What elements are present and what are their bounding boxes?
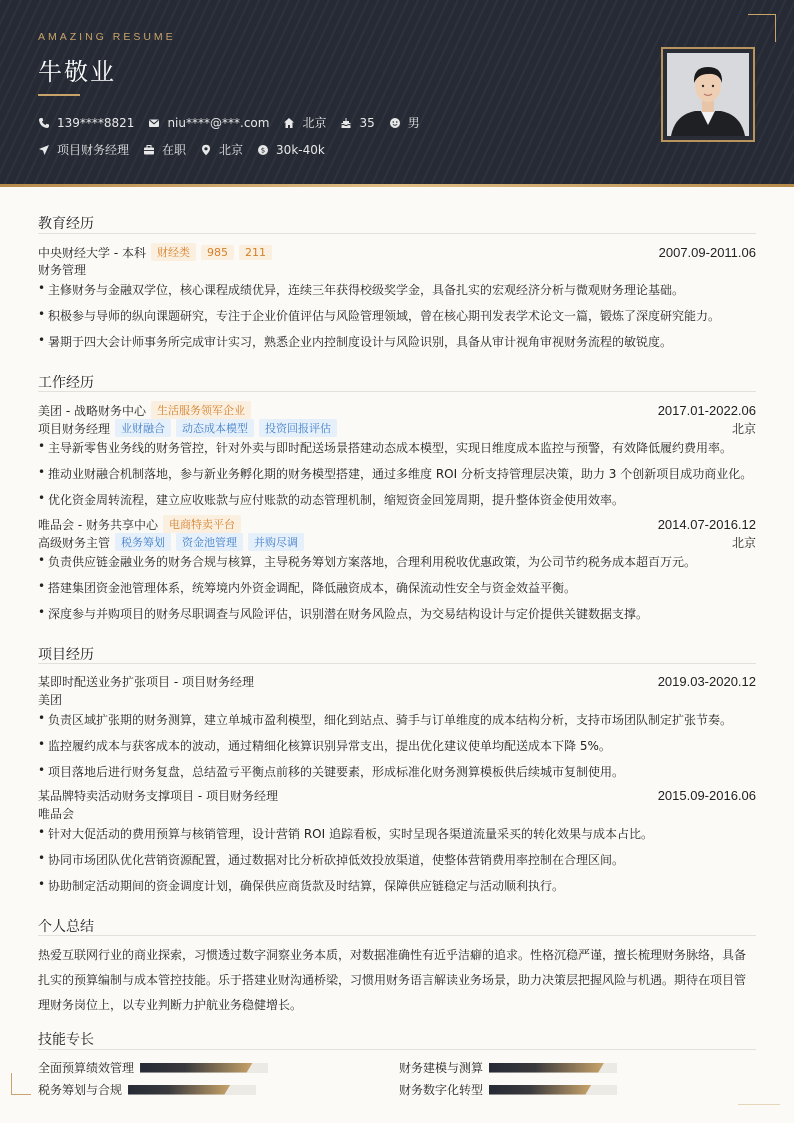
face-icon: [389, 117, 401, 129]
list-item: • 暑期于四大会计师事务所完成审计实习，熟悉企业内控制度设计与风险识别，具备从审计视角审视财务流程的敏锐度。: [38, 333, 673, 349]
section-title-education: 教育经历: [38, 216, 94, 232]
section-divider: [38, 663, 756, 664]
summary-line: 理财务岗位上，以专业判断力护航业务稳健增长。: [38, 998, 303, 1012]
list-item: • 优化资金周转流程，建立应收账款与应付账款的动态管理机制，缩短资金回笼周期，提升整体资金使用效率。: [38, 491, 625, 507]
role-tag: 投资回报评估: [259, 419, 337, 437]
skill-item: [38, 1059, 268, 1076]
role-tag: 业财融合: [115, 419, 171, 437]
work-role-row: [38, 533, 756, 551]
list-item: • 协同市场团队优化营销资源配置，通过数据对比分析砍掉低效投放渠道，使整体营销费用率控制在合理区间。: [38, 851, 625, 867]
intent-row: [38, 141, 339, 158]
resume-header: [0, 0, 794, 184]
list-item: • 监控履约成本与获客成本的波动，通过精细化核算识别异常支出，提出优化建议使单均配送成本下降 5%。: [38, 737, 611, 753]
skill-bar: [489, 1085, 617, 1095]
corner-ornament: [11, 1073, 31, 1095]
skill-item: [38, 1081, 256, 1098]
education-date: 2007.09-2011.06: [658, 244, 756, 260]
section-divider: [38, 391, 756, 392]
phone-icon: [38, 117, 50, 129]
skill-bar: [140, 1063, 268, 1073]
skill-fill: [489, 1063, 604, 1073]
role-tag: 资金池管理: [176, 533, 243, 551]
phone-item: [38, 116, 134, 130]
skill-name: 税务筹划与合规: [38, 1083, 123, 1097]
list-item: • 主导新零售业务线的财务管控，针对外卖与即时配送场景搭建动态成本模型，实现日维度成本监控与预警，有效降低履约费用率。: [38, 439, 733, 455]
briefcase-icon: [143, 144, 155, 156]
email-item: [148, 116, 269, 130]
candidate-name: 牛敬业: [38, 58, 116, 86]
project-date: 2015.09-2016.06: [657, 788, 756, 803]
section-title-projects: 项目经历: [38, 647, 94, 663]
status-text: 在职: [162, 143, 187, 157]
section-divider: [38, 935, 756, 936]
skill-name: 全面预算绩效管理: [38, 1061, 135, 1075]
phone-text: 139****8821: [57, 115, 135, 130]
svg-text:$: $: [260, 146, 266, 154]
work-date: 2017.01-2022.06: [657, 402, 756, 418]
skill-fill: [140, 1063, 253, 1073]
summary-text: [38, 943, 756, 1018]
role-title: 高级财务主管: [38, 535, 111, 550]
status-item: [143, 141, 186, 158]
target-city-item: [200, 141, 243, 158]
skill-item: [399, 1081, 617, 1098]
school-tag: 211: [239, 245, 272, 260]
skill-name: 财务数字化转型: [399, 1083, 484, 1097]
summary-line: 扎实的预算编制与成本管控技能。乐于搭建业财沟通桥梁，习惯用财务语言解读业务场景，助力决策层把握风险与机遇。期待在项目管: [38, 973, 747, 987]
section-title-work: 工作经历: [38, 375, 94, 391]
header-accent-line: [0, 184, 794, 187]
project-org: 美团: [38, 693, 63, 707]
school-tag: 财经类: [151, 243, 196, 261]
cake-icon: [340, 117, 352, 129]
skill-bar: [128, 1085, 256, 1095]
section-title-skills: 技能专长: [38, 1032, 94, 1048]
list-item: • 深度参与并购项目的财务尽职调查与风险评估，识别潜在财务风险点，为交易结构设计与定价提供关键数据支撑。: [38, 605, 649, 621]
mail-icon: [148, 117, 160, 129]
list-item: • 协助制定活动期间的资金调度计划，确保供应商货款及时结算，保障供应链稳定与活动顺利执行。: [38, 877, 565, 893]
contact-row: [38, 114, 434, 131]
location-pin-icon: [200, 144, 212, 156]
gender-item: [389, 114, 420, 131]
email-text: niu****@***.com: [167, 115, 270, 130]
work-location: 北京: [731, 535, 756, 550]
role-tag: 并购尽调: [248, 533, 304, 551]
list-item: • 负责区域扩张期的财务测算，建立单城市盈利模型，细化到站点、骑手与订单维度的成本结构分析，支持市场团队制定扩张节奏。: [38, 711, 733, 727]
send-icon: [38, 144, 50, 156]
age-text: 35: [359, 115, 375, 130]
age-item: [340, 116, 374, 130]
work-header: [38, 515, 756, 533]
section-divider: [38, 233, 756, 234]
gender-text: 男: [407, 116, 420, 130]
salary-item: [257, 143, 325, 157]
project-header: [38, 787, 756, 804]
list-item: • 项目落地后进行财务复盘，总结盈亏平衡点前移的关键要素，形成标准化财务测算模板供后续城市复制使用。: [38, 763, 625, 779]
corner-ornament: [748, 14, 776, 42]
list-item: • 推动业财融合机制落地，参与新业务孵化期的财务模型搭建，通过多维度 ROI 分析支持管理层决策，助力 3 个创新项目成功商业化。: [38, 465, 753, 481]
role-title: 项目财务经理: [38, 421, 111, 436]
role-tag: 动态成本模型: [176, 419, 254, 437]
section-title-summary: 个人总结: [38, 919, 94, 935]
portrait-illustration: [667, 53, 749, 136]
profile-photo-frame: [661, 47, 755, 142]
salary-text: 30k-40k: [276, 142, 325, 157]
tagline: AMAZING RESUME: [38, 31, 176, 43]
skill-fill: [489, 1085, 591, 1095]
list-item: • 主修财务与金融双学位，核心课程成绩优异，连续三年获得校级奖学金，具备扎实的宏观经济分析与微观财务理论基础。: [38, 281, 685, 297]
home-icon: [283, 117, 295, 129]
project-header: [38, 673, 756, 690]
corner-ornament: [738, 1104, 780, 1105]
skill-item: [399, 1059, 617, 1076]
school-name: 中央财经大学 - 本科: [38, 245, 146, 260]
company-name: 唯品会 - 财务共享中心: [38, 517, 158, 532]
city-item: [283, 114, 326, 131]
money-icon: [257, 144, 269, 156]
profile-photo: [667, 53, 749, 136]
list-item: • 负责供应链金融业务的财务合规与核算，主导税务筹划方案落地，合理利用税收优惠政策，为公司节约税务成本超百万元。: [38, 553, 697, 569]
city-text: 北京: [302, 116, 327, 130]
school-tag: 985: [201, 245, 234, 260]
project-title: 某即时配送业务扩张项目 - 项目财务经理: [38, 675, 254, 689]
list-item: • 针对大促活动的费用预算与核销管理，设计营销 ROI 追踪看板，实时呈现各渠道流量采买的转化效果与成本占比。: [38, 825, 653, 841]
skill-bar: [489, 1063, 617, 1073]
company-tag: 生活服务领军企业: [151, 401, 251, 419]
company-name: 美团 - 战略财务中心: [38, 403, 146, 418]
project-date: 2019.03-2020.12: [657, 674, 756, 689]
work-location: 北京: [731, 421, 756, 436]
skill-fill: [128, 1085, 230, 1095]
company-tag: 电商特卖平台: [163, 515, 241, 533]
section-divider: [38, 1049, 756, 1050]
major: 财务管理: [38, 263, 87, 277]
work-header: [38, 401, 756, 419]
position-item: [38, 141, 129, 158]
skill-name: 财务建模与测算: [399, 1061, 484, 1075]
project-title: 某品牌特卖活动财务支撑项目 - 项目财务经理: [38, 789, 278, 803]
list-item: • 搭建集团资金池管理体系，统筹境内外资金调配，降低融资成本，确保流动性安全与资金效益平衡。: [38, 579, 577, 595]
target-city-text: 北京: [219, 143, 244, 157]
project-org: 唯品会: [38, 807, 75, 821]
work-role-row: [38, 419, 756, 437]
education-header: [38, 243, 756, 261]
summary-line: 热爱互联网行业的商业探索，习惯透过数字洞察业务本质，对数据准确性有近乎洁癖的追求。性格沉稳严谨，擅长梳理财务脉络，具备: [38, 948, 747, 962]
name-underline: [38, 94, 80, 96]
work-date: 2014.07-2016.12: [657, 516, 756, 532]
list-item: • 积极参与导师的纵向课题研究，专注于企业价值评估与风险管理领域，曾在核心期刊发表学术论文一篇，锻炼了深度研究能力。: [38, 307, 721, 323]
role-tag: 税务筹划: [115, 533, 171, 551]
position-text: 项目财务经理: [57, 143, 130, 157]
